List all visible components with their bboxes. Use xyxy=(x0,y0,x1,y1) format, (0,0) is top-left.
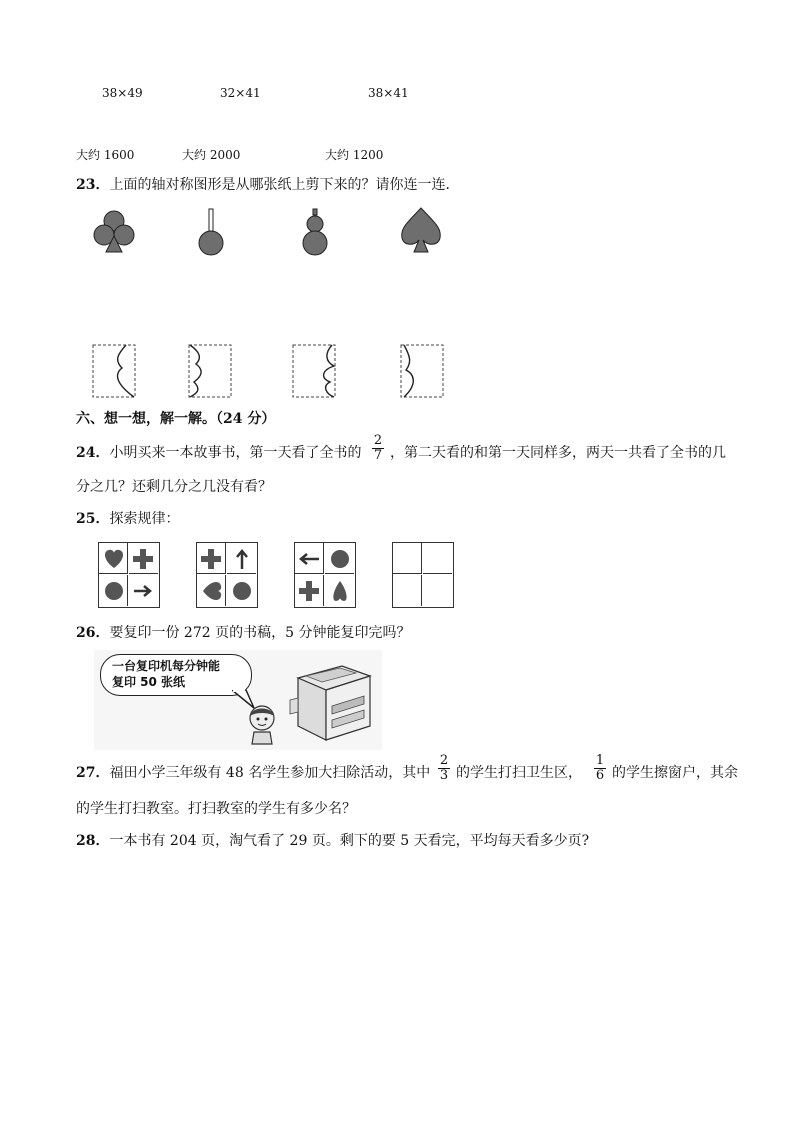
section-title: 六、想一想，解一解。（24 分） xyxy=(76,411,276,427)
question-number: 24． xyxy=(76,445,110,461)
club-icon[interactable] xyxy=(92,208,136,254)
question-number: 25． xyxy=(76,511,110,527)
child-icon xyxy=(244,704,280,746)
question-text-a: 福田小学三年级有 48 名学生参加大扫除活动，其中 xyxy=(109,765,431,781)
question-24-text-b: ，第二天看的和第一天同样多，两天一共看了全书的几 xyxy=(390,445,726,461)
question-number: 27． xyxy=(76,765,110,781)
spade-icon[interactable] xyxy=(398,206,444,254)
cross-icon xyxy=(201,549,221,569)
question-text: 一本书有 204 页，淘气看了 29 页。剩下的要 5 天看完，平均每天看多少页? xyxy=(109,833,590,849)
question-27-line2: 的学生打扫教室。打扫教室的学生有多少名？ xyxy=(76,801,356,817)
arrow-up-icon xyxy=(237,551,247,569)
pattern-grid-answer[interactable] xyxy=(392,542,454,608)
fraction-two-sevenths xyxy=(372,434,384,463)
copier-icon xyxy=(286,660,378,746)
cut-paper-1[interactable] xyxy=(92,344,136,398)
product-2: 32×41 xyxy=(220,86,261,100)
question-23 xyxy=(76,176,459,194)
cross-icon xyxy=(133,549,153,569)
question-text: 上面的轴对称图形是从哪张纸上剪下来的？请你连一连． xyxy=(109,177,460,193)
question-24-line1 xyxy=(76,444,361,462)
approx-1: 大约 1600 xyxy=(76,148,135,162)
cut-paper-4[interactable] xyxy=(400,344,444,398)
cut-paper-2[interactable] xyxy=(188,344,232,398)
question-text: 要复印一份 272 页的书稿，5 分钟能复印完吗？ xyxy=(109,625,411,641)
question-24-line2: 分之几？还剩几分之几没有看？ xyxy=(76,479,272,495)
question-text: 探索规律： xyxy=(109,511,180,527)
circle-icon xyxy=(105,582,123,600)
question-number: 23． xyxy=(76,177,110,193)
heart-icon xyxy=(105,550,123,568)
frac-numerator: 2 xyxy=(373,433,383,448)
heart-icon xyxy=(203,582,221,600)
question-text-a: 小明买来一本故事书，第一天看了全书的 xyxy=(109,445,362,461)
bubble-text-line1: 一台复印机每分钟能 xyxy=(112,659,221,673)
frac-denominator: 7 xyxy=(373,448,383,463)
question-26 xyxy=(76,624,410,642)
product-3: 38×41 xyxy=(368,86,409,100)
question-25 xyxy=(76,510,179,528)
circle-icon xyxy=(233,582,251,600)
frac-numerator: 2 xyxy=(439,753,449,768)
pattern-grid-2 xyxy=(196,542,258,608)
gourd-icon[interactable] xyxy=(300,208,330,256)
frac-denominator: 3 xyxy=(439,768,449,783)
product-1: 38×49 xyxy=(102,86,143,100)
approx-2: 大约 2000 xyxy=(182,148,241,162)
question-28 xyxy=(76,832,589,850)
circle-icon xyxy=(331,550,349,568)
question-number: 26． xyxy=(76,625,110,641)
fraction-two-thirds xyxy=(438,754,450,783)
arrow-left-icon xyxy=(301,554,319,564)
arrow-right-icon xyxy=(134,586,150,596)
pattern-grid-1 xyxy=(98,542,160,608)
question-27-text-c: 的学生擦窗户，其余 xyxy=(612,765,738,781)
approx-3: 大约 1200 xyxy=(325,148,384,162)
heart-icon xyxy=(333,581,346,601)
cut-paper-3[interactable] xyxy=(292,344,336,398)
round-pendant-icon[interactable] xyxy=(196,208,226,256)
frac-denominator: 6 xyxy=(595,768,605,783)
bubble-text-line2: 复印 50 张纸 xyxy=(112,675,186,689)
question-number: 28． xyxy=(76,833,110,849)
question-27-line1 xyxy=(76,764,430,782)
cross-icon xyxy=(299,581,319,601)
frac-numerator: 1 xyxy=(595,753,605,768)
question-27-text-b: 的学生打扫卫生区， xyxy=(456,765,582,781)
pattern-grid-3 xyxy=(294,542,356,608)
fraction-one-sixth xyxy=(594,754,606,783)
